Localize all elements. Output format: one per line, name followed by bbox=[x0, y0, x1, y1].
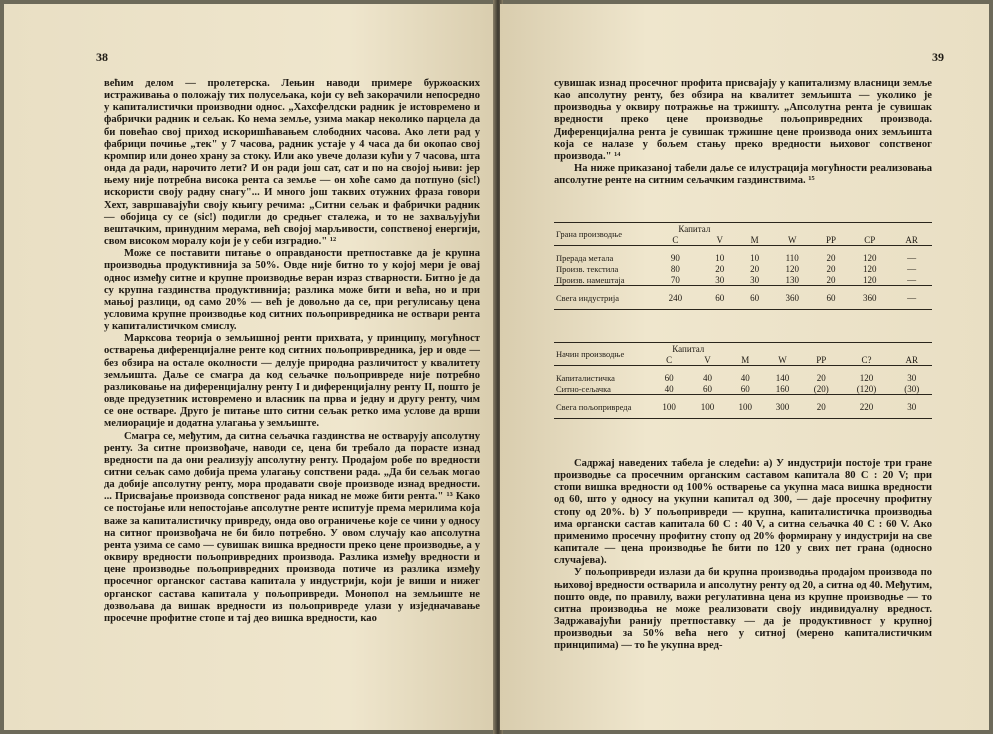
paragraph: У пољопривреди излази да би крупна производња продајом производа по њиховој вредности остварила и апсолутну ренту од 20, а ситна од 40. Међутим, пошто овде, по правилу, важи регулативна цена из крупне производње — то ситна производња не може реализовати своју индивидуалну вредност. Задржавајући ранију претпоставку — да је продуктивност у крупној производњи за 50% већа него у ситној (мерено капиталистичким принципима) — то ће укупна вред- bbox=[554, 567, 932, 652]
group-label: Капитал bbox=[678, 223, 711, 234]
column-header: M bbox=[741, 354, 750, 365]
group-label: Капитал bbox=[672, 343, 705, 354]
column-header: AR bbox=[905, 354, 919, 365]
table-total-row: Свега пољопривреда 100 100 100 300 20 220 30 bbox=[556, 401, 917, 412]
paragraph: Смагра се, међутим, да ситна сељачка газдинства не остварују апсолутну ренту. За ситне произвођаче, наводи се, цена би требало да порасте изнад вредности па да они реализују апсолутну ренту. Продајом робе по вредности ситни сељак само добија према улагању сопствени рада. „Да би сељак могао да добије апсолутну ренту, мора продавати своје производе изнад вредности. ... Присвајање производа сопственог рада никад не може бити рента." ¹³ Како се постојање или непостојање апсолутне ренте испитује према мерилима која важе за капиталистичку привреду, онда ово ограничење које се чини у односу на ситног произвођача не би било потребно. У овом случају као апсолутна рента узима се само — сувишак вишка вредности преко цене производње, а у оквиру вредности пољопривредних производа. Разлика између вредности и цене производње пољопривредних производа потиче из разлика између просечног органског састава капитала у индустрији, који је виши и нижег органског састава капитала у пољопривреди. Монопол на земљиште не дозвољава да вишак вредности из пољопривреде улази у изједначавање просечне профитне стопе и тај део вишка вредности, као bbox=[104, 430, 480, 624]
paragraph: већим делом — пролетерска. Лењин наводи примере буржоаских истраживања о положају тих полусељака, који су већ закорачили непосредно у капиталистички производни однос. „Хахсфелдски радник је истовремено и фабрички радник и сељак. Ко нема земље, узима макар неколико парцела да би повећао свој приход искоришћавањем слободних часова. Ако лети рад у фабрици почиње „тек" у 7 часова, радник устаје у 4 часа да би окопао свој кромпир или донео храну за стоку. Или ако увече долази кући у 7 часова, шта онда да ради, нарочито лети? И он ради још сат, сат и по на својој њиви: јер њему није потребна висока рента са земље — он хоће само да потпуно (sic!) искористи своју радну снагу"... И много још таквих отужних фраза говори Хехт, завршавајући своју књигу речима: „Ситни сељак и фабрички радник — обојица су се (sic!) подигли до средњег сталежа, и то не захваљујући вештачким, принудним мерама, већ својој марљивости, сопственој енергији, свом високом моралу који је у себи изградио." ¹² bbox=[104, 78, 480, 248]
column-header: C? bbox=[861, 354, 872, 365]
right-page-text-top bbox=[554, 78, 932, 187]
table-row: Прерада метала 90 10 10 110 20 120 — bbox=[556, 252, 917, 263]
table-row: Произв. текстила 80 20 20 120 20 120 — bbox=[556, 263, 917, 274]
row-header: Грана производње bbox=[556, 229, 623, 239]
column-header: V bbox=[704, 354, 711, 365]
column-header: W bbox=[787, 234, 797, 245]
right-page bbox=[500, 4, 989, 730]
column-header: AR bbox=[905, 234, 918, 245]
paragraph: Садржај наведених табела је следећи: а) У индустрији постоје три гране производње са просечним органским саставом капитала 80 C : 20 V; при стопи вишка вредности од 100% остварење са укупна маса вишка вредности од 60, што у односу на укупни капитал од 300, — даје просечну профитну стопу од 20%. b) У пољопривреди — крупна, капиталистичка производња има органски састав капитала 60 C : 40 V, а ситна сељачка 40 C : 60 V. Ако применимо просечну профитну стопу од 20% формирану у индустрији на све капитале — цена производње ће бити по 120 у свих пет грана (односно случајева). bbox=[554, 458, 932, 567]
table-total-row: Свега индустрија 240 60 60 360 60 360 — bbox=[556, 292, 917, 303]
left-page bbox=[4, 4, 496, 730]
industry-table bbox=[554, 222, 932, 310]
column-header: PP bbox=[816, 354, 827, 365]
paragraph: сувишак изнад просечног профита присвајају у капитализму власници земље као апсолутну ренту, без обзира на квалитет земљишта — уколико је производња у оквиру потражње на тржишту. „Апсолутна рента је сувишак вредности преко цене производње пољопривредних производа. Диференцијална рента је сувишак тржишне цене производа оних земљишта која се налазе у бољем стању преко вредности њиховог сопственог производа." ¹⁴ bbox=[554, 78, 932, 162]
right-page-text-bottom bbox=[554, 458, 932, 653]
table-row: Капиталистичка 60 40 40 140 20 120 30 bbox=[556, 372, 917, 383]
page-number: 38 bbox=[96, 50, 108, 64]
column-header: V bbox=[716, 234, 723, 245]
left-page-text bbox=[104, 78, 480, 625]
column-header: C bbox=[672, 234, 679, 245]
column-header: W bbox=[778, 354, 787, 365]
row-header: Начин производње bbox=[556, 349, 625, 359]
table-row: Ситно-сељачка 40 60 60 160 (20) (120) (30) bbox=[556, 383, 920, 394]
page-number: 39 bbox=[932, 50, 944, 64]
paragraph: Марксова теорија о земљишној ренти прихвата, у принципу, могућност остварења диференцијалне ренте код ситних пољопривредника, јер и овде — без обзира на остале околности — делује природна различитост у квалитету земљишта. Даље се смагра да код сељачке пољопривреде није потребно разликовање на диференцијалну ренту I и диференцијалну ренту II, пошто је овде предузетник истовремено и власник па прва и једну и другу ренту, чим се оне остваре. Друго је питање што ситни сељак ретко има услове да врши мелиорације и додатна улагања у земљиште. bbox=[104, 333, 480, 430]
paragraph: Може се поставити питање о оправданости претпоставке да је крупна производња продуктивнија за 50%. Овде није битно то у којој мери је овај однос између ситне и крупне производње веран израз стварности. Битно је да су крупна газдинства продуктивнија; разлика може бити и већа, но и при мањој разлици, од само 20% — већ је довољно да се, при регулисању цена условима крупне производње код ситних пољопривредника не оствари рента у капиталистичком смислу. bbox=[104, 248, 480, 333]
column-header: C bbox=[666, 354, 673, 365]
column-header: PP bbox=[825, 234, 836, 245]
table-row: Произв. намештаја 70 30 30 130 20 120 — bbox=[556, 274, 917, 285]
agriculture-table bbox=[554, 342, 932, 419]
column-header: CP bbox=[864, 234, 876, 245]
paragraph: На ниже приказаној табели даље се илустрација могућности реализовања апсолутне ренте на ситним сељачким газдинствима. ¹⁵ bbox=[554, 163, 932, 187]
column-header: M bbox=[750, 234, 759, 245]
